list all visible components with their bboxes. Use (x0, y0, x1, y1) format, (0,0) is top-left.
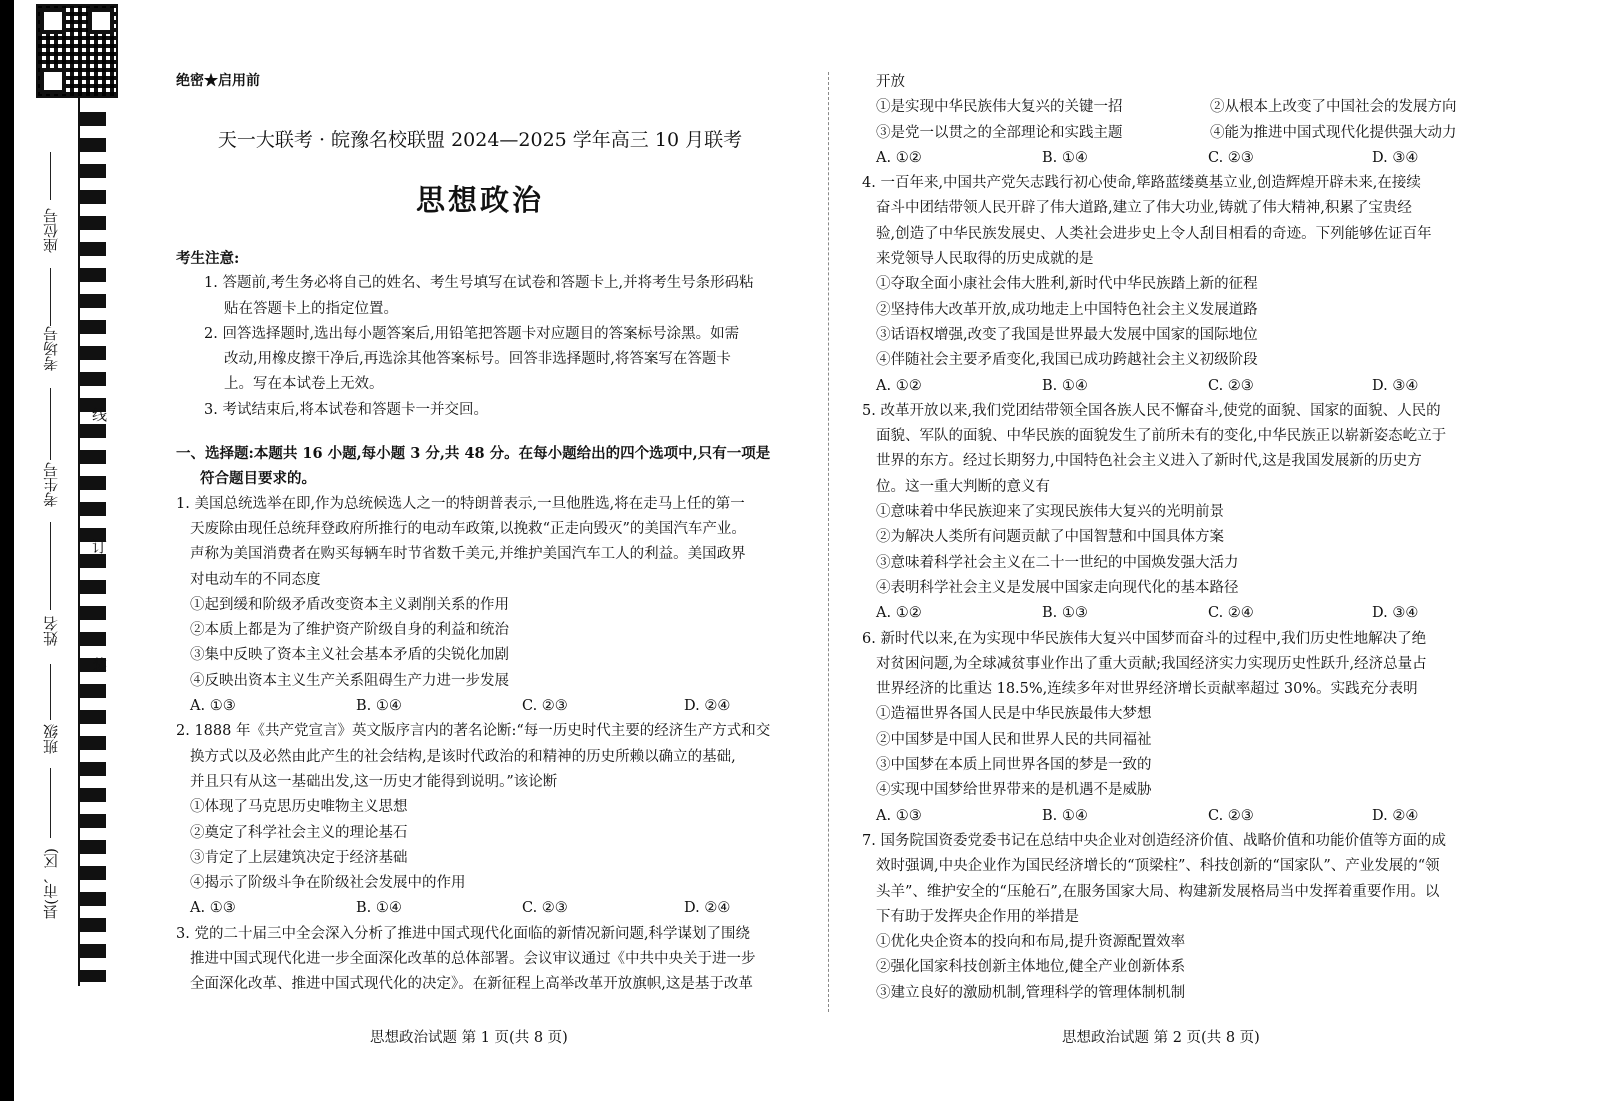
q1-stem: 天废除由现任总统拜登政府所推行的电动车政策,以挽救“正走向毁灭”的美国汽车产业。 (190, 520, 746, 537)
question-4 (862, 171, 1502, 399)
name-blank-line (50, 522, 51, 610)
q3-statement-row (862, 121, 1502, 146)
q4-stem: 4. 一百年来,中国共产党矢志践行初心使命,筚路蓝缕奠基立业,创造辉煌开辟未来,在接续 (862, 175, 1421, 192)
option-a: A. ①③ (876, 807, 922, 824)
q3-stem: 3. 党的二十届三中全会深入分析了推进中国式现代化面临的新情况新问题,科学谋划了围绕 (176, 925, 751, 942)
q5-stem: 位。这一重大判断的意义有 (876, 478, 1050, 495)
q6-statement: ①造福世界各国人民是中华民族最伟大梦想 (876, 706, 1152, 723)
binding-char-zhuang: 装 (92, 656, 108, 674)
q4-stem: 验,创造了中华民族发展史、人类社会进步史上令人刮目相看的奇迹。下列能够佐证百年 (876, 225, 1432, 242)
section-heading: 一、选择题:本题共 16 小题,每小题 3 分,共 48 分。在每小题给出的四个选项中,只有一项是 (176, 445, 771, 463)
q2-stem: 2. 1888 年《共产党宣言》英文版序言内的著名论断:“每一历史时代主要的经济生产方式和交 (176, 723, 771, 740)
q5-statement: ④表明科学社会主义是发展中国家走向现代化的基本路径 (876, 579, 1239, 596)
q1-statement: ①起到缓和阶级矛盾改变资本主义剥削关系的作用 (190, 596, 509, 613)
q5-statement: ②为解决人类所有问题贡献了中国智慧和中国具体方案 (876, 529, 1224, 546)
q6-options (862, 804, 1502, 829)
q7-statement: ①优化央企资本的投向和布局,提升资源配置效率 (876, 934, 1186, 951)
q1-statement: ③集中反映了资本主义社会基本矛盾的尖锐化加剧 (190, 647, 509, 664)
option-b: B. ①④ (1042, 149, 1088, 166)
q2-statement: ②奠定了科学社会主义的理论基石 (190, 824, 408, 841)
q5-options (862, 601, 1502, 626)
candidate-label: 考生号 (42, 462, 60, 507)
option-b: B. ①④ (356, 698, 402, 715)
q6-statement: ③中国梦在本质上同世界各国的梦是一致的 (876, 757, 1152, 774)
notice-line: 2. 回答选择题时,选出每小题答案后,用铅笔把答题卡对应题目的答案标号涂黑。如需 (204, 325, 740, 342)
confidential-mark: 绝密★启用前 (176, 73, 260, 89)
q3-options (862, 146, 1502, 171)
seat-blank-line (50, 152, 51, 200)
q3-statement-row (862, 95, 1502, 120)
q5-stem: 世界的东方。经过长期努力,中国特色社会主义进入了新时代,这是我国发展新的历史方 (876, 453, 1422, 470)
q7-stem: 7. 国务院国资委党委书记在总结中央企业对创造经济价值、战略价值和功能价值等方面的成 (862, 832, 1446, 849)
q2-stem: 并且只有从这一基础出发,这一历史才能得到说明。”该论断 (190, 773, 558, 790)
q5-stem: 5. 改革开放以来,我们党团结带领全国各族人民不懈奋斗,使党的面貌、国家的面貌、人民的 (862, 402, 1441, 419)
notice-line: 1. 答题前,考生务必将自己的姓名、考生号填写在试卷和答题卡上,并将考生号条形码粘 (204, 275, 754, 292)
q1-statement: ④反映出资本主义生产关系阻碍生产力进一步发展 (190, 672, 509, 689)
q3-statement: ①是实现中华民族伟大复兴的关键一招 (876, 99, 1123, 116)
option-a: A. ①② (876, 149, 922, 166)
q4-statement: ③话语权增强,改变了我国是世界最大发展中国家的国际地位 (876, 326, 1258, 343)
section-heading-cont: 符合题目要求的。 (200, 470, 316, 488)
option-b: B. ①③ (1042, 605, 1088, 622)
q7-stem: 效时强调,中央企业作为国民经济增长的“顶梁柱”、科技创新的“国家队”、产业发展的“领 (876, 858, 1440, 875)
column-divider (828, 72, 829, 1012)
page-footer-right: 思想政治试题 第 2 页(共 8 页) (1062, 1030, 1260, 1046)
q3-stem-cont: 开放 (876, 74, 905, 90)
question-3 (176, 922, 806, 998)
question-3-cont (862, 70, 1502, 171)
q5-stem: 面貌、军队的面貌、中华民族的面貌发生了前所未有的变化,中华民族正以崭新姿态屹立于 (876, 428, 1447, 445)
option-a: A. ①② (876, 377, 922, 394)
q7-statement: ②强化国家科技创新主体地位,健全产业创新体系 (876, 959, 1186, 976)
option-c: C. ②③ (1208, 807, 1254, 824)
q7-stem: 头羊”、维护安全的“压舱石”,在服务国家大局、构建新发展格局当中发挥着重要作用。以 (876, 883, 1440, 900)
notice-line: 上。写在本试卷上无效。 (224, 376, 384, 393)
class-label: 班级 (42, 724, 60, 754)
county-blank-line (50, 768, 51, 838)
option-c: C. ②③ (522, 900, 568, 917)
q2-statement: ①体现了马克思历史唯物主义思想 (190, 799, 408, 816)
binding-char-line: 线 (92, 406, 108, 424)
option-a: A. ①③ (190, 900, 236, 917)
q1-options (176, 694, 806, 719)
q4-statement: ①夺取全面小康社会伟大胜利,新时代中华民族踏上新的征程 (876, 276, 1258, 293)
class-blank-line (50, 664, 51, 720)
option-c: C. ②③ (1208, 149, 1254, 166)
option-d: D. ②④ (684, 900, 731, 917)
q2-statement: ③肯定了上层建筑决定于经济基础 (190, 849, 408, 866)
option-d: D. ③④ (1372, 377, 1419, 394)
binding-char-ding: 订 (92, 538, 108, 556)
q5-statement: ①意味着中华民族迎来了实现民族伟大复兴的光明前景 (876, 504, 1224, 521)
right-column (862, 70, 1502, 1006)
room-label: 考场号 (42, 326, 60, 371)
q2-options (176, 896, 806, 921)
option-c: C. ②④ (1208, 605, 1254, 622)
seat-label: 座位号 (42, 208, 60, 253)
q1-statement: ②本质上都是为了维护资产阶级自身的利益和统治 (190, 622, 509, 639)
candidate-blank-line (50, 388, 51, 460)
option-c: C. ②③ (1208, 377, 1254, 394)
page-footer-left: 思想政治试题 第 1 页(共 8 页) (370, 1030, 568, 1046)
q3-stem: 全面深化改革、推进中国式现代化的决定》。在新征程上高举改革开放旗帜,这是基于改革 (190, 976, 753, 993)
notice-line: 改动,用橡皮擦干净后,再选涂其他答案标号。回答非选择题时,将答案写在答题卡 (224, 351, 731, 368)
q4-stem: 奋斗中团结带领人民开辟了伟大道路,建立了伟大功业,铸就了伟大精神,积累了宝贵经 (876, 200, 1412, 217)
question-5 (862, 399, 1502, 627)
q4-statement: ④伴随社会主要矛盾变化,我国已成功跨越社会主义初级阶段 (876, 352, 1258, 369)
option-d: D. ③④ (1372, 605, 1419, 622)
q3-statement: ②从根本上改变了中国社会的发展方向 (1210, 99, 1457, 116)
q2-statement: ④揭示了阶级斗争在阶级社会发展中的作用 (190, 875, 466, 892)
q7-statement: ③建立良好的激励机制,管理科学的管理体制机制 (876, 984, 1186, 1001)
q1-stem: 1. 美国总统选举在即,作为总统候选人之一的特朗普表示,一旦他胜选,将在走马上任的第一 (176, 495, 745, 512)
option-b: B. ①④ (356, 900, 402, 917)
option-d: D. ②④ (1372, 807, 1419, 824)
option-a: A. ①② (876, 605, 922, 622)
q6-stem: 世界经济的比重达 18.5%,连续多年对世界经济增长贡献率超过 30%。实践充分表明 (876, 681, 1418, 698)
qr-code-icon (36, 4, 118, 98)
option-a: A. ①③ (190, 698, 236, 715)
q2-stem: 换方式以及必然由此产生的社会结构,是该时代政治的和精神的历史所赖以确立的基础, (190, 748, 736, 765)
q4-statement: ②坚持伟大改革开放,成功地走上中国特色社会主义发展道路 (876, 301, 1258, 318)
left-column (176, 246, 806, 998)
notice-line: 3. 考试结束后,将本试卷和答题卡一并交回。 (204, 401, 489, 418)
question-7 (862, 829, 1502, 1006)
q4-stem: 来党领导人民取得的历史成就的是 (876, 251, 1094, 268)
q1-stem: 声称为美国消费者在购买每辆车时节省数千美元,并维护美国汽车工人的利益。美国政界 (190, 546, 746, 563)
q6-statement: ②中国梦是中国人民和世界人民的共同福祉 (876, 731, 1152, 748)
q6-statement: ④实现中国梦给世界带来的是机遇不是威胁 (876, 782, 1152, 799)
q6-stem: 对贫困问题,为全球减贫事业作出了重大贡献;我国经济实力实现历史性跃升,经济总量占 (876, 655, 1427, 672)
name-label: 姓名 (42, 616, 60, 646)
notice-line: 贴在答题卡上的指定位置。 (224, 300, 398, 317)
notice-heading: 考生注意: (176, 250, 240, 267)
q3-statement: ③是党一以贯之的全部理论和实践主题 (876, 124, 1123, 141)
option-d: D. ②④ (684, 698, 731, 715)
q6-stem: 6. 新时代以来,在为实现中华民族伟大复兴中国梦而奋斗的过程中,我们历史性地解决了绝 (862, 630, 1427, 647)
q3-stem: 推进中国式现代化进一步全面深化改革的总体部署。会议审议通过《中共中央关于进一步 (190, 951, 756, 968)
question-1 (176, 492, 806, 720)
scan-edge-strip (0, 0, 14, 1101)
q1-stem: 对电动车的不同态度 (190, 571, 321, 588)
subject-title: 思想政治 (415, 183, 544, 217)
q3-statement: ④能为推进中国式现代化提供强大动力 (1210, 124, 1457, 141)
option-d: D. ③④ (1372, 149, 1419, 166)
q5-statement: ③意味着科学社会主义在二十一世纪的中国焕发强大活力 (876, 554, 1239, 571)
option-b: B. ①④ (1042, 807, 1088, 824)
question-6 (862, 627, 1502, 829)
county-label: 县(市、区) (42, 848, 60, 920)
q4-options (862, 374, 1502, 399)
option-b: B. ①④ (1042, 377, 1088, 394)
option-c: C. ②③ (522, 698, 568, 715)
exam-title: 天一大联考 · 皖豫名校联盟 2024—2025 学年高三 10 月联考 (217, 129, 743, 151)
question-2 (176, 719, 806, 921)
room-blank-line (50, 268, 51, 326)
q7-stem: 下有助于发挥央企作用的举措是 (876, 908, 1079, 925)
